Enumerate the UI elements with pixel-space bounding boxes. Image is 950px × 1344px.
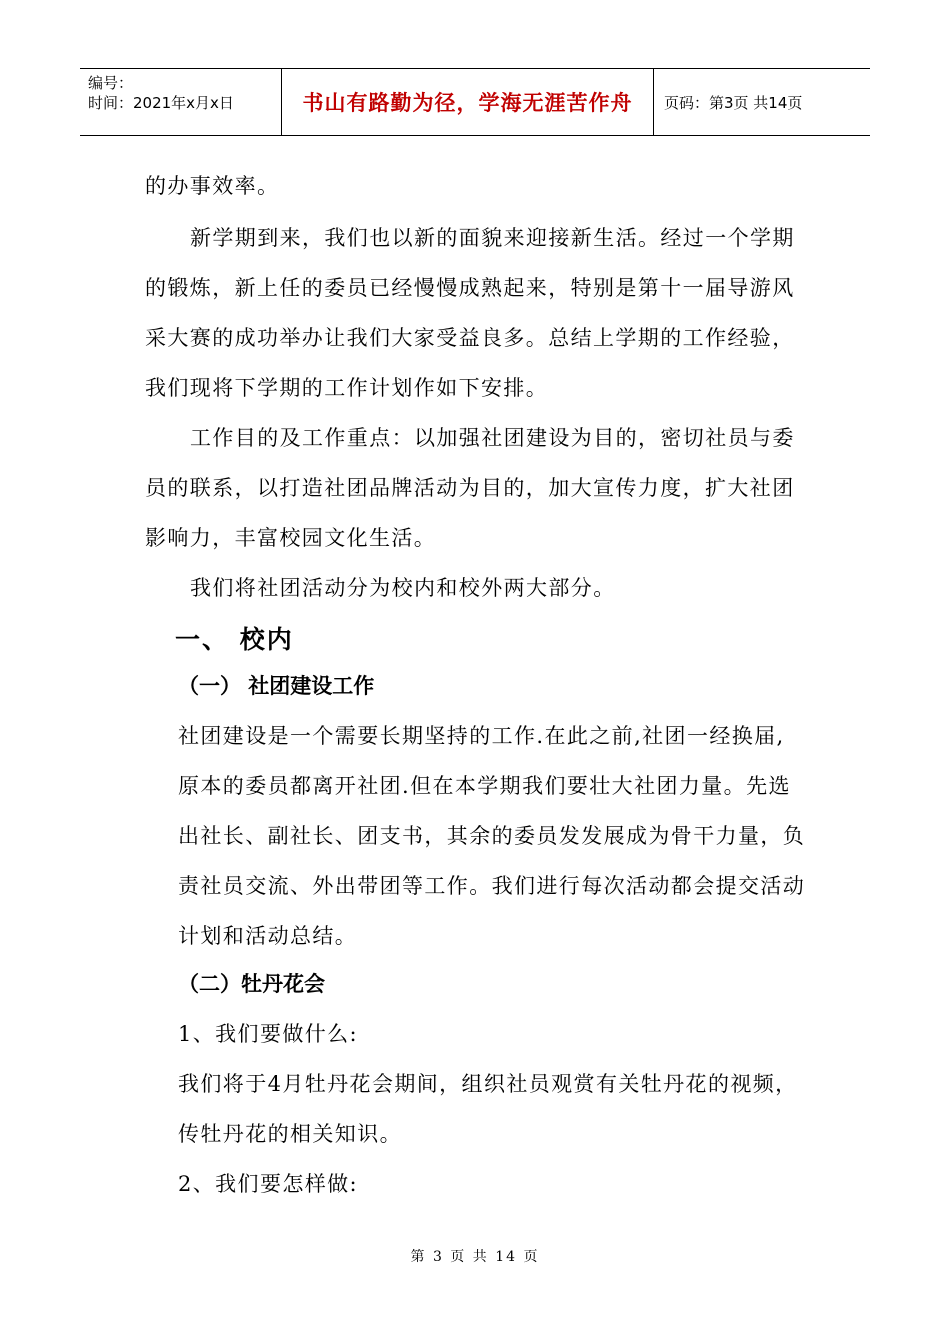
body-line: 计划和活动总结。 — [178, 924, 358, 948]
body-line: 出社长、副社长、团支书，其余的委员发发展成为骨干力量，负 — [178, 824, 806, 848]
doc-number-label: 编号： — [88, 74, 134, 92]
body-line: 的锻炼，新上任的委员已经慢慢成熟起来，特别是第十一届导游风 — [145, 276, 795, 300]
header-page-code: 页码：第3页 共14页 — [664, 93, 803, 112]
body-line: 传牡丹花的相关知识。 — [178, 1122, 402, 1146]
body-line: 工作目的及工作重点：以加强社团建设为目的，密切社员与委 — [190, 426, 795, 450]
body-line: 员的联系，以打造社团品牌活动为目的，加大宣传力度，扩大社团 — [145, 476, 795, 500]
body-line: 采大赛的成功举办让我们大家受益良多。总结上学期的工作经验， — [145, 326, 795, 350]
body-line: 的办事效率。 — [145, 174, 280, 198]
body-line: 责社员交流、外出带团等工作。我们进行每次活动都会提交活动 — [178, 874, 806, 898]
subsection-title: （二）牡丹花会 — [178, 972, 325, 996]
body-line: 1、我们要做什么: — [178, 1022, 359, 1046]
body-line: 2、我们要怎样做: — [178, 1172, 359, 1196]
body-line: 我们将社团活动分为校内和校外两大部分。 — [190, 576, 616, 600]
body-line: 影响力，丰富校园文化生活。 — [145, 526, 437, 550]
page-header — [80, 68, 870, 136]
page-footer: 第 3 页 共 14 页 — [410, 1249, 540, 1265]
body-line: 我们将于4月牡丹花会期间，组织社员观赏有关牡丹花的视频， — [178, 1072, 798, 1096]
body-line: 新学期到来，我们也以新的面貌来迎接新生活。经过一个学期 — [190, 226, 795, 250]
subsection-title: （一） 社团建设工作 — [178, 674, 375, 698]
body-line: 原本的委员都离开社团.但在本学期我们要壮大社团力量。先选 — [178, 774, 791, 798]
header-meta — [80, 69, 282, 135]
section-title: 一、 校内 — [175, 625, 294, 654]
doc-time-label: 时间：2021年x月x日 — [88, 94, 234, 112]
header-motto: 书山有路勤为径，学海无涯苦作舟 — [282, 69, 654, 135]
body-line: 我们现将下学期的工作计划作如下安排。 — [145, 376, 549, 400]
body-line: 社团建设是一个需要长期坚持的工作.在此之前,社团一经换届, — [178, 724, 785, 748]
